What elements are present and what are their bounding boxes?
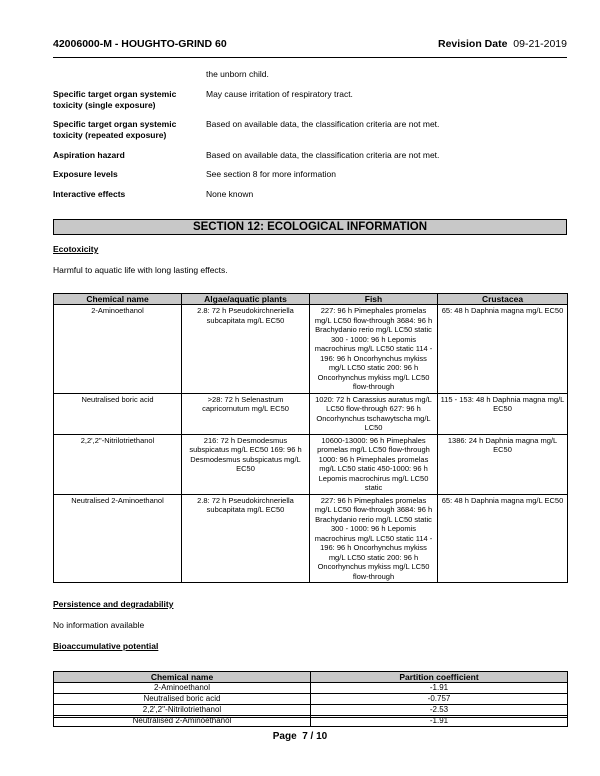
chemical-name-cell: Neutralised boric acid [54,393,182,434]
chemical-name-cell: 2-Aminoethanol [54,305,182,394]
fish-cell: 227: 96 h Pimephales promelas mg/L LC50 flow-through 3684: 96 h Brachydanio rerio mg/L LC50 static 300 - 1000: 96 h Lepomis macrochirus mg/L LC50 static 114 - 196: 96 h Oncorhynchus mykiss mg/L LC50 static 200: 96 h Oncorhynchus mykiss mg/L LC50 flow-through [310,305,438,394]
footer-rule [53,717,567,718]
algae-cell: >28: 72 h Selenastrum capricornutum mg/L EC50 [182,393,310,434]
crustacea-cell: 1386: 24 h Daphnia magna mg/L EC50 [438,434,568,494]
property-value: See section 8 for more information [206,169,336,179]
page-number [0,731,600,742]
property-label: Specific target organ systemic toxicity (single exposure) [53,89,177,110]
chemical-name-cell: Neutralised 2-Aminoethanol [54,716,311,727]
ecotoxicity-text: Harmful to aquatic life with long lasting effects. [53,265,228,275]
table-header-row [54,294,568,305]
partition-coefficient-cell: -1.91 [311,716,568,727]
partition-table [53,671,568,727]
property-value: Based on available data, the classification criteria are not met. [206,119,440,129]
table-row [54,434,568,494]
property-label: Interactive effects [53,189,126,199]
column-header: Chemical name [54,294,182,305]
table-row [54,683,568,694]
table-row [54,694,568,705]
ecotoxicity-heading: Ecotoxicity [53,244,99,254]
partition-coefficient-cell: -2.53 [311,705,568,716]
revision-info [438,38,567,50]
crustacea-cell: 65: 48 h Daphnia magna mg/L EC50 [438,494,568,583]
continued-text: the unborn child. [206,69,269,79]
column-header: Fish [310,294,438,305]
column-header: Chemical name [54,672,311,683]
algae-cell: 2.8: 72 h Pseudokirchneriella subcapitata mg/L EC50 [182,305,310,394]
property-value: Based on available data, the classification criteria are not met. [206,150,440,160]
chemical-name-cell: Neutralised 2-Aminoethanol [54,494,182,583]
fish-cell: 10600-13000: 96 h Pimephales promelas mg/L LC50 flow-through 1000: 96 h Pimephales promelas mg/L LC50 static 450-1000: 96 h Lepomis macrochirus mg/L LC50 static [310,434,438,494]
column-header: Partition coefficient [311,672,568,683]
algae-cell: 216: 72 h Desmodesmus subspicatus mg/L EC50 169: 96 h Desmodesmus subspicatus mg/L EC50 [182,434,310,494]
page-label: Page [272,731,297,742]
table-row [54,393,568,434]
table-row [54,494,568,583]
revision-date: 09-21-2019 [513,38,567,50]
chemical-name-cell: Neutralised boric acid [54,694,311,705]
header-rule [53,57,567,58]
table-header-row [54,672,568,683]
revision-label: Revision Date [437,38,508,50]
table-row [54,705,568,716]
crustacea-cell: 65: 48 h Daphnia magna mg/L EC50 [438,305,568,394]
page-count: 7 / 10 [302,731,328,742]
ecotoxicity-table [53,293,568,583]
property-value: May cause irritation of respiratory tract. [206,89,353,99]
fish-cell: 227: 96 h Pimephales promelas mg/L LC50 flow-through 3684: 96 h Brachydanio rerio mg/L LC50 static 300 - 1000: 96 h Lepomis macrochirus mg/L LC50 static 114 - 196: 96 h Oncorhynchus mykiss mg/L LC50 static 200: 96 h Oncorhynchus mykiss mg/L LC50 flow-through [310,494,438,583]
persistence-heading: Persistence and degradability [53,599,174,609]
property-label: Specific target organ systemic toxicity (repeated exposure) [53,119,177,140]
algae-cell: 2.8: 72 h Pseudokirchneriella subcapitata mg/L EC50 [182,494,310,583]
fish-cell: 1020: 72 h Carassius auratus mg/L LC50 flow-through 627: 96 h Oncorhynchus tschawytscha mg/L LC50 [310,393,438,434]
table-row [54,305,568,394]
property-label: Aspiration hazard [53,150,125,160]
chemical-name-cell: 2,2',2''-Nitrilotriethanol [54,705,311,716]
crustacea-cell: 115 - 153: 48 h Daphnia magna mg/L EC50 [438,393,568,434]
section-heading: SECTION 12: ECOLOGICAL INFORMATION [53,219,567,235]
property-value: None known [206,189,254,199]
property-label: Exposure levels [53,169,118,179]
document-title: 42006000-M - HOUGHTO-GRIND 60 [53,38,227,50]
column-header: Algae/aquatic plants [182,294,310,305]
chemical-name-cell: 2-Aminoethanol [54,683,311,694]
bioaccumulative-heading: Bioaccumulative potential [53,641,159,651]
persistence-text: No information available [53,620,145,630]
chemical-name-cell: 2,2',2''-Nitrilotriethanol [54,434,182,494]
partition-coefficient-cell: -0.757 [311,694,568,705]
column-header: Crustacea [438,294,568,305]
partition-coefficient-cell: -1.91 [311,683,568,694]
